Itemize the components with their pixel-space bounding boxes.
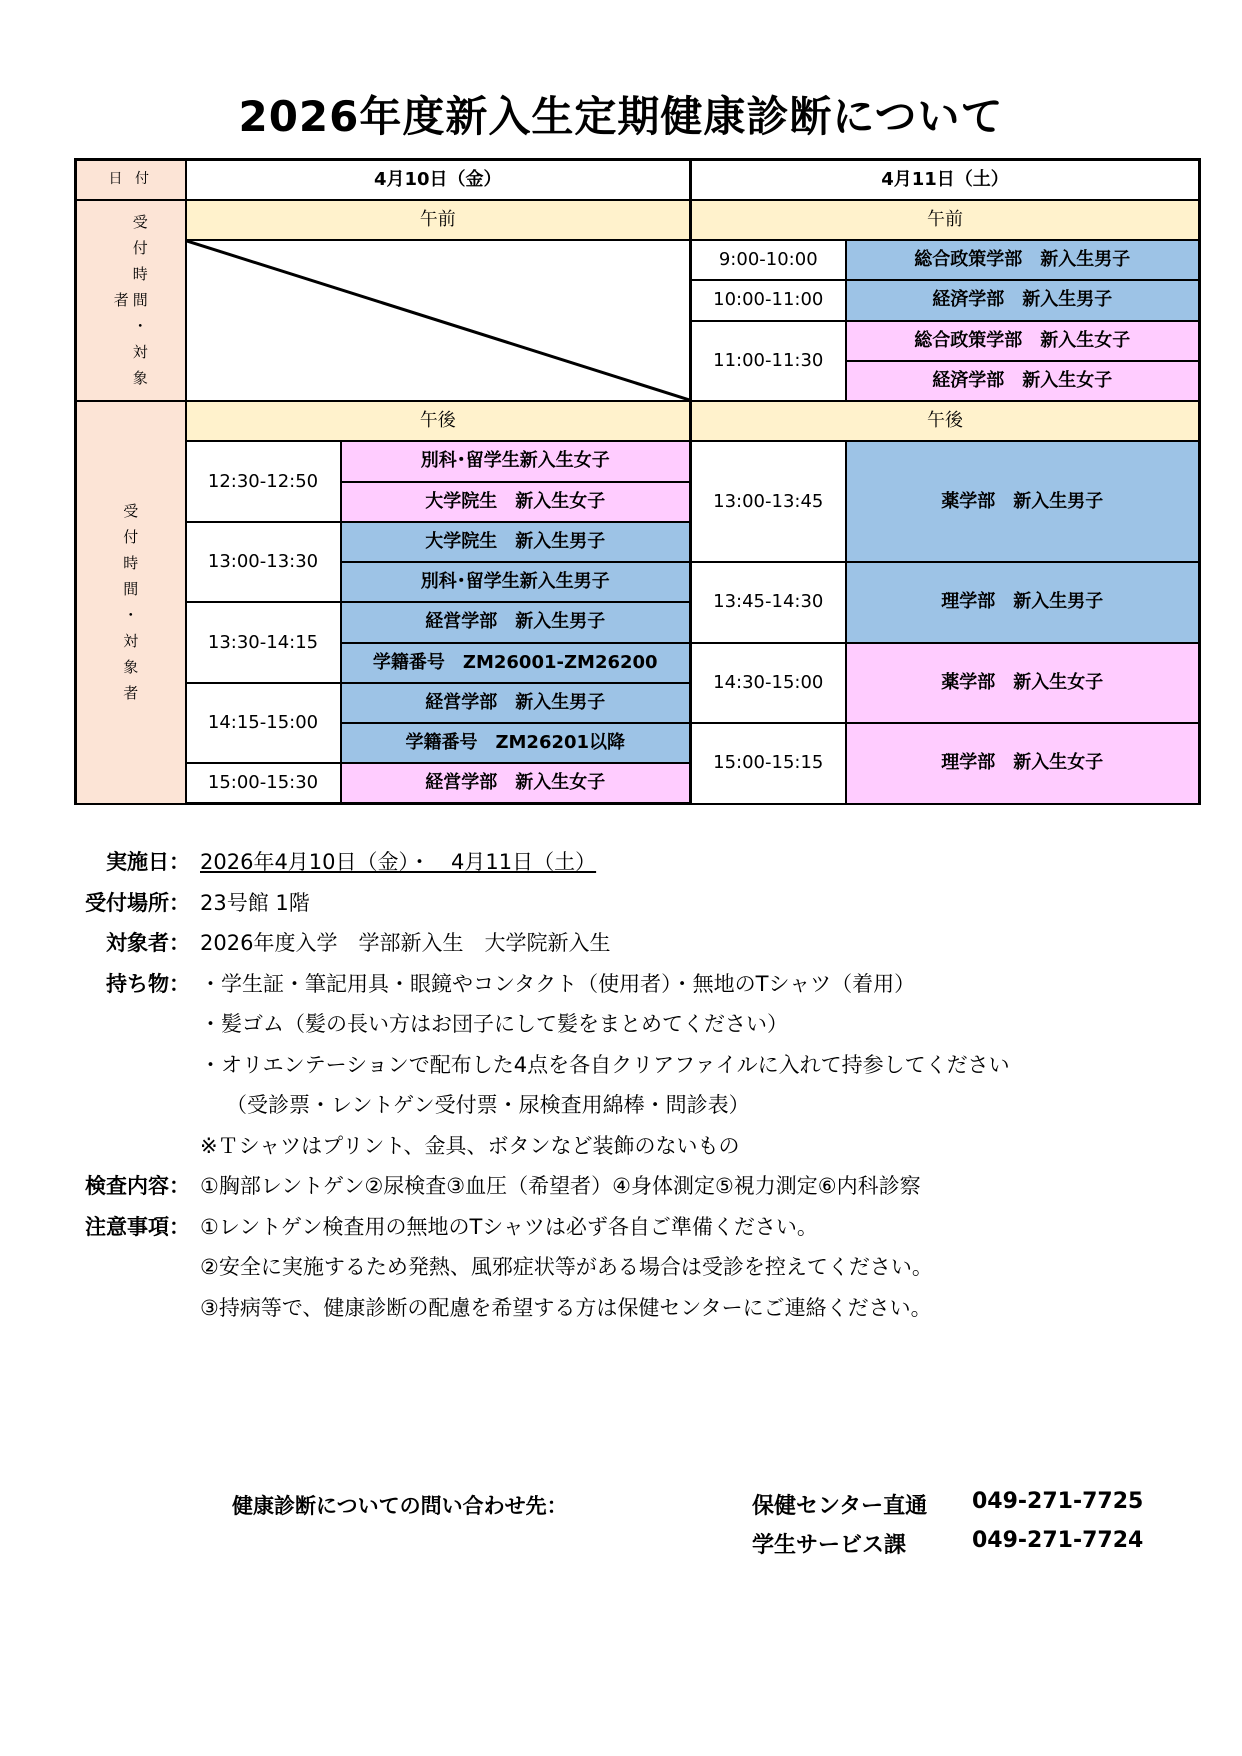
date-label: 実施日： [106, 850, 190, 874]
schedule-table [74, 158, 1201, 805]
target-row [56, 923, 1206, 964]
target-cell: 薬学部 新入生女子 [846, 643, 1200, 724]
day2-morning-header: 午前 [691, 200, 1200, 240]
day1-morning-header: 午前 [186, 200, 691, 240]
target-value: 2026年度入学 学部新入生 大学院新入生 [200, 931, 611, 955]
items-sub: （受診票・レントゲン受付票・尿検査用綿棒・問診表） [226, 1093, 750, 1117]
target-cell: 別科･留学生新入生女子 [341, 441, 691, 481]
contact-label: 健康診断についての問い合わせ先： [232, 1494, 568, 1518]
target-cell: 大学院生 新入生男子 [341, 522, 691, 562]
target-cell: 別科･留学生新入生男子 [341, 562, 691, 602]
time-cell: 11:00-11:30 [691, 321, 846, 402]
target-cell: 薬学部 新入生男子 [846, 441, 1200, 562]
time-cell: 13:00-13:45 [691, 441, 846, 562]
notes-line: ①レントゲン検査用の無地のTシャツは必ず各自ご準備ください。 [200, 1214, 818, 1239]
items-note: ※Ｔシャツはプリント、金具、ボタンなど装飾のないもの [200, 1133, 740, 1158]
target-label: 対象者： [106, 931, 190, 955]
target-cell: 総合政策学部 新入生男子 [846, 240, 1200, 280]
target-cell: 理学部 新入生男子 [846, 562, 1200, 643]
notes-line: ③持病等で、健康診断の配慮を希望する方は保健センターにご連絡ください。 [200, 1295, 932, 1320]
day1-afternoon-header: 午後 [186, 401, 691, 441]
am-side-prefix: 者 [113, 291, 129, 310]
day2-afternoon-header: 午後 [691, 401, 1200, 441]
target-cell: 経済学部 新入生女子 [846, 361, 1200, 401]
day1-header: 4月10日（金） [186, 160, 691, 200]
time-cell: 13:30-14:15 [186, 602, 341, 683]
items-label: 持ち物： [106, 971, 190, 996]
page-title: 2026年度新入生定期健康診断について [238, 92, 1004, 141]
contact-name: 学生サービス課 [752, 1533, 907, 1558]
date-row [56, 842, 1206, 883]
target-cell: 総合政策学部 新入生女子 [846, 321, 1200, 361]
contact-phone: 049-271-7725 [972, 1489, 1144, 1514]
target-cell: 経営学部 新入生女子 [341, 763, 691, 803]
items-row [56, 964, 1206, 1005]
items-line: ・髪ゴム（髪の長い方はお団子にして髪をまとめてください） [200, 1012, 788, 1036]
info-section [56, 842, 1206, 1328]
pm-side-label: 受 付 時 間 ・ 対 象 者 [76, 401, 186, 804]
time-cell: 15:00-15:30 [186, 763, 341, 803]
exam-row [56, 1166, 1206, 1207]
contact-phone: 049-271-7724 [972, 1528, 1144, 1553]
day1-morning-empty [186, 240, 691, 401]
exam-label: 検査内容： [85, 1174, 190, 1198]
notes-row [56, 1207, 1206, 1248]
target-cell: 経営学部 新入生男子 [341, 683, 691, 723]
diagonal-line [187, 241, 690, 400]
time-cell: 13:45-14:30 [691, 562, 846, 643]
exam-value: ①胸部レントゲン②尿検査③血圧（希望者）④身体測定⑤視力測定⑥内科診察 [200, 1174, 921, 1198]
target-cell: 学籍番号 ZM26201以降 [341, 723, 691, 763]
target-cell: 理学部 新入生女子 [846, 723, 1200, 804]
target-cell: 経営学部 新入生男子 [341, 602, 691, 642]
day2-header: 4月11日（土） [691, 160, 1200, 200]
target-cell: 大学院生 新入生女子 [341, 482, 691, 522]
time-cell: 13:00-13:30 [186, 522, 341, 603]
place-label: 受付場所： [85, 890, 190, 915]
contact-row-student-services [752, 1528, 1144, 1559]
place-value: 23号館 1階 [200, 890, 310, 915]
time-cell: 10:00-11:00 [691, 280, 846, 320]
time-cell: 9:00-10:00 [691, 240, 846, 280]
items-line: ・学生証・筆記用具・眼鏡やコンタクト（使用者）・無地のTシャツ（着用） [200, 971, 916, 996]
time-cell: 12:30-12:50 [186, 441, 341, 522]
date-value: 2026年4月10日（金）・ 4月11日（土） [200, 850, 597, 874]
target-cell: 学籍番号 ZM26001-ZM26200 [341, 643, 691, 683]
date-header: 日 付 [76, 160, 186, 200]
notes-label: 注意事項： [85, 1214, 190, 1239]
time-cell: 15:00-15:15 [691, 723, 846, 804]
time-cell: 14:15-15:00 [186, 683, 341, 764]
place-row [56, 883, 1206, 924]
am-side-label: 者 受 付 時 間 ・ 対 象 [76, 200, 186, 401]
target-cell: 経済学部 新入生男子 [846, 280, 1200, 320]
time-cell: 14:30-15:00 [691, 643, 846, 724]
contact-row-health-center [752, 1489, 1144, 1520]
contact-name: 保健センター直通 [752, 1494, 928, 1519]
notes-line: ②安全に実施するため発熱、風邪症状等がある場合は受診を控えてください。 [200, 1255, 933, 1279]
items-line: ・オリエンテーションで配布した4点を各自クリアファイルに入れて持参してください [200, 1052, 1010, 1077]
